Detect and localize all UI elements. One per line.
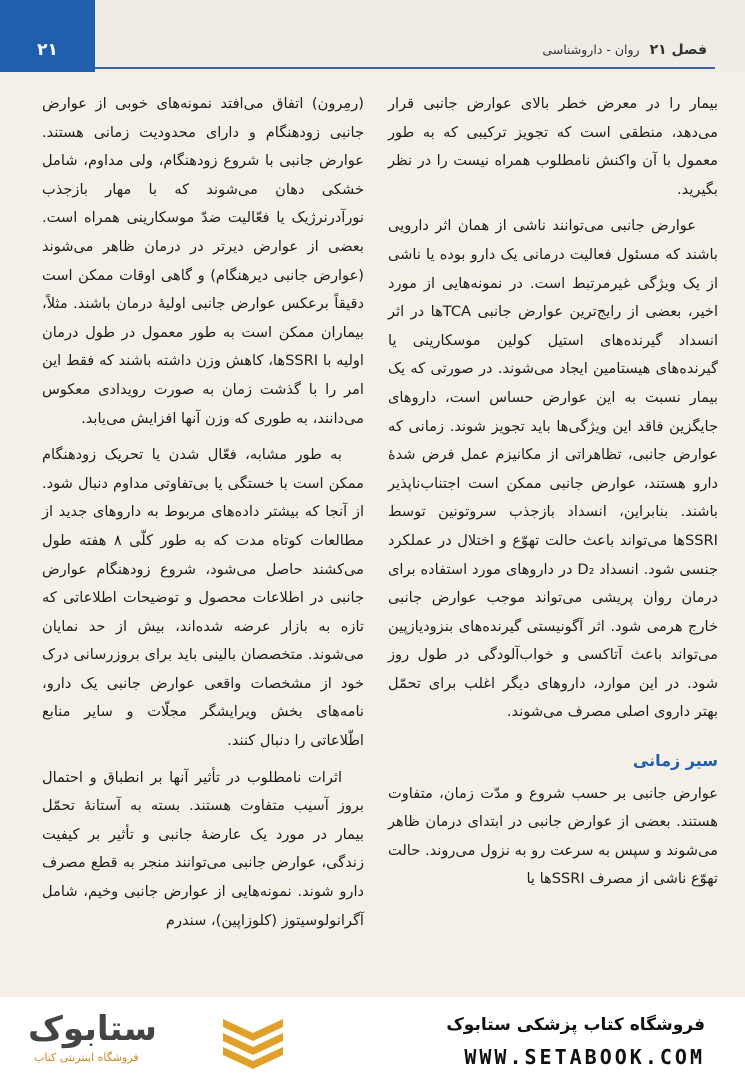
chapter-label: فصل ۲۱ [649,42,707,58]
page-header [0,0,745,72]
right-text-column [388,90,718,902]
chapter-subject: روان - داروشناسی [542,42,640,57]
paragraph: به طور مشابه، فعّال شدن یا تحریک زودهنگام ممکن است با خستگی یا بی‌تفاوتی مداوم دنبال شود. از آنجا که بیشتر داده‌های مربوط به داروهای جدید از مطالعات کوتاه مدت که به طور کلّی ۸ هفته طول می‌کشند حاصل می‌شود، شروع زودهنگام عوارض جانبی در اطلاعات محصول و توضیحات اطلاعاتی که تازه به بازار عرضه شده‌اند، بیش از حد نمایان می‌شوند. متخصصان بالینی باید برای بروزرسانی درک خود از مشخصات واقعی عوارض جانبی یک دارو، نامه‌های بخش ویرایشگر مجلّات و سایر منابع اطّلاعاتی را دنبال کنند. [42,446,365,750]
logo-wordmark: ستابوک [28,1009,157,1049]
section-title: سیر زمانی [632,751,718,771]
store-name: فروشگاه کتاب پزشکی ستابوک [446,1015,705,1035]
logo-tagline: فروشگاه اینترنتی کتاب [34,1051,139,1064]
paragraph: بیمار را در معرض خطر بالای عوارض جانبی قرار می‌دهد، منطقی است که تجویز ترکیبی که به طور معمول با آن واکنش نامطلوب همراه نیست را در نظر بگیرید. [388,95,718,198]
setabook-logo [28,1009,293,1071]
store-url[interactable]: WWW.SETABOOK.COM [464,1045,705,1069]
paragraph: اثرات نامطلوب در تأثیر آنها بر انطباق و احتمال بروز آسیب متفاوت هستند. بسته به آستانهٔ تحمّل بیمار در مورد یک عارضهٔ جانبی و تأثیر بر کیفیت زندگی، عوارض جانبی می‌توانند منجر به قطع مصرف دارو شوند. نمونه‌هایی از عوارض جانبی وخیم، شامل آگرانولوسیتوز (کلوزاپین)، سندرم [42,768,364,929]
page-number-tab [0,0,95,72]
store-footer-banner [0,997,745,1080]
paragraph: (رمِرون) اتفاق می‌افتد نمونه‌های خوبی از عوارض جانبی زودهنگام و دارای محدودیت زمانی هستند. عوارض جانبی با شروع زودهنگام، ولی مداوم، شامل خشکی دهان می‌شوند که با مهار بازجذب نورآدرنرژیک یا فعّالیت ضدّ موسکارینی همراه است. بعضی از عوارض دیرتر در درمان ظاهر می‌شوند (عوارض جانبی دیرهنگام) و گاهی اوقات ممکن است دقیقاً برعکس عوارض جانبی اولیهٔ درمان باشند. مثلاً، بیماران ممکن است به طور معمول در طول درمان اولیه با SSRIها، کاهش وزن داشته باشند که فقط این امر را با گذشت زمان به صورت رویدادی معکوس می‌دانند، به طوری که وزن آنها افزایش می‌یابد. [42,95,364,427]
paragraph: عوارض جانبی می‌توانند ناشی از همان اثر دارویی باشند که مسئول فعالیت درمانی یک دارو بوده یا ناشی از یک ویژگی غیرمرتبط است. در نمونه‌هایی از مورد اخیر، بعضی از رایج‌ترین عوارض جانبی TCAها در اثر انسداد گیرنده‌های استیل کولین موسکارینی یا گیرنده‌های هیستامین ایجاد می‌شوند. در صورتی که یک بیمار نسبت به این عوارض حساس است، داروهای جایگزین فاقد این ویژگی‌ها باید تجویز شوند. زمانی که عوارض جانبی، تظاهراتی از مکانیزم عمل فرض شدهٔ دارو هستند، عوارض جانبی ممکن است اجتناب‌ناپذیر باشند. بنابراین، انسداد بازجذب سروتونین توسط SSRIها می‌تواند باعث حالت تهوّع و اختلال در عملکرد جنسی شود. انسداد D₂ در داروهای مورد استفاده برای درمان روان پریشی می‌تواند موجب عوارض جانبی خارج هرمی شود. اثر آگونیستی گیرنده‌های بنزودیازپین می‌تواند باعث آتاکسی و خواب‌آلودگی در طول روز شود. در این موارد، داروهای دیگر اغلب برای تحمّل بهتر داروی اصلی مصرف می‌شوند. [388,217,719,721]
book-stack-icon [218,1011,288,1069]
running-head [542,42,707,58]
left-text-column [42,90,364,943]
page-number: ۲۱ [37,40,58,60]
paragraph: عوارض جانبی بر حسب شروع و مدّت زمان، متفاوت هستند. بعضی از عوارض جانبی در ابتدای درمان ظاهر می‌شوند و سپس به سرعت رو به نزول می‌روند. حالت تهوّع ناشی از مصرف SSRIها یا [388,784,718,888]
header-rule [95,67,715,69]
